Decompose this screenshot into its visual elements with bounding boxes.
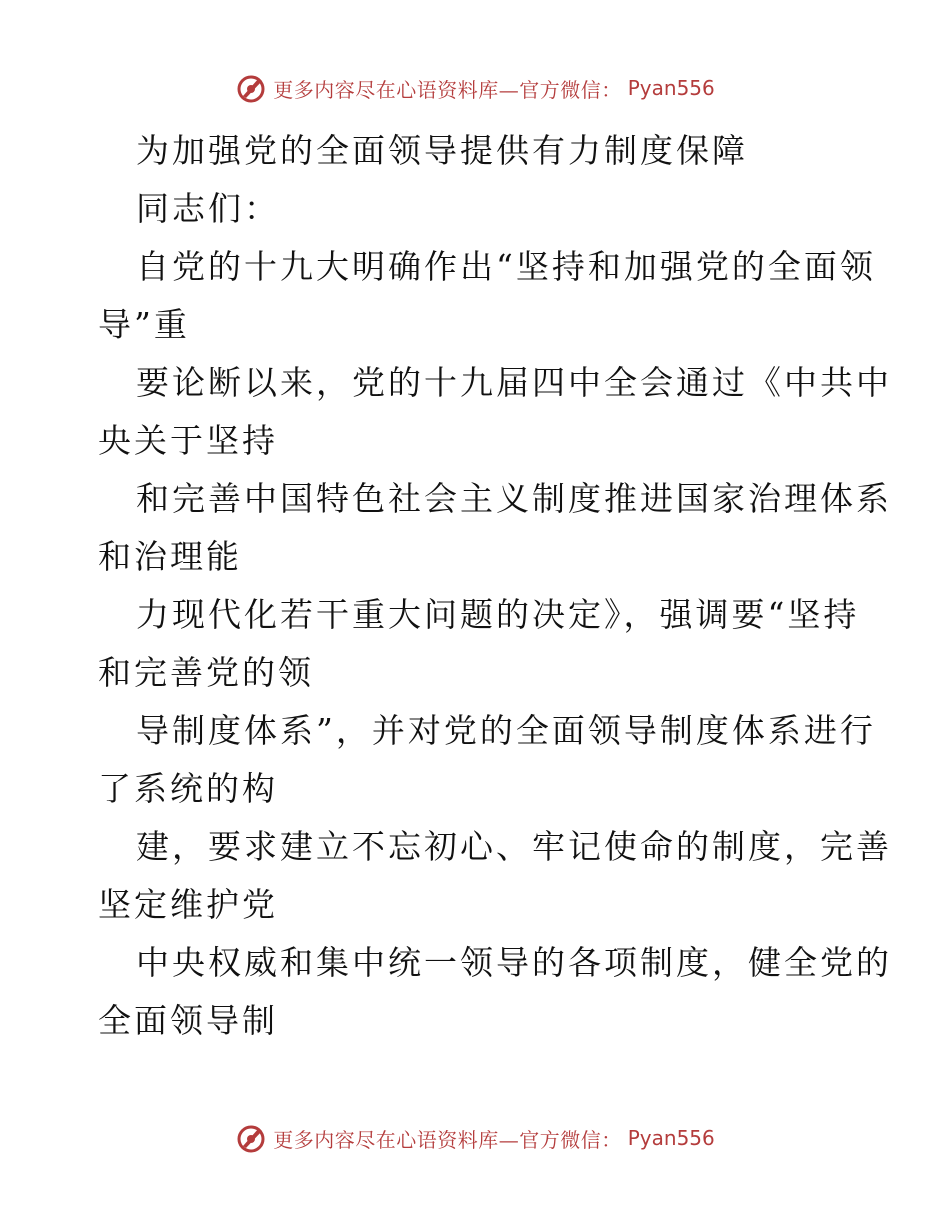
footer-banner bbox=[0, 1122, 950, 1154]
text-line: 自党的十九大明确作出“坚持和加强党的全面领 bbox=[136, 247, 876, 286]
text-line: 和治理能 bbox=[98, 537, 242, 576]
text-line: 同志们： bbox=[136, 189, 280, 228]
header-banner bbox=[0, 72, 950, 104]
header-wechat-id: Pyan556 bbox=[627, 76, 715, 100]
text-line: 和完善中国特色社会主义制度推进国家治理体系 bbox=[136, 479, 892, 518]
text-line: 央关于坚持 bbox=[98, 421, 278, 460]
header-banner-text: 更多内容尽在心语资料库—官方微信： bbox=[273, 77, 622, 102]
quill-logo-icon bbox=[235, 1122, 267, 1154]
footer-wechat-id: Pyan556 bbox=[627, 1126, 715, 1150]
text-line: 和完善党的领 bbox=[98, 653, 314, 692]
text-line: 坚定维护党 bbox=[98, 885, 278, 924]
text-line: 中央权威和集中统一领导的各项制度，健全党的 bbox=[136, 943, 892, 982]
text-line: 导”重 bbox=[98, 305, 190, 344]
text-line: 了系统的构 bbox=[98, 769, 278, 808]
document-body bbox=[98, 122, 892, 1050]
footer-banner-text: 更多内容尽在心语资料库—官方微信： bbox=[273, 1127, 622, 1152]
text-line: 全面领导制 bbox=[98, 1001, 278, 1040]
text-line: 导制度体系”，并对党的全面领导制度体系进行 bbox=[136, 711, 876, 750]
text-line: 要论断以来，党的十九届四中全会通过《中共中 bbox=[136, 363, 892, 402]
document-title: 为加强党的全面领导提供有力制度保障 bbox=[136, 131, 748, 170]
quill-logo-icon bbox=[235, 72, 267, 104]
text-line: 建，要求建立不忘初心、牢记使命的制度，完善 bbox=[136, 827, 892, 866]
text-line: 力现代化若干重大问题的决定》，强调要“坚持 bbox=[136, 595, 860, 634]
